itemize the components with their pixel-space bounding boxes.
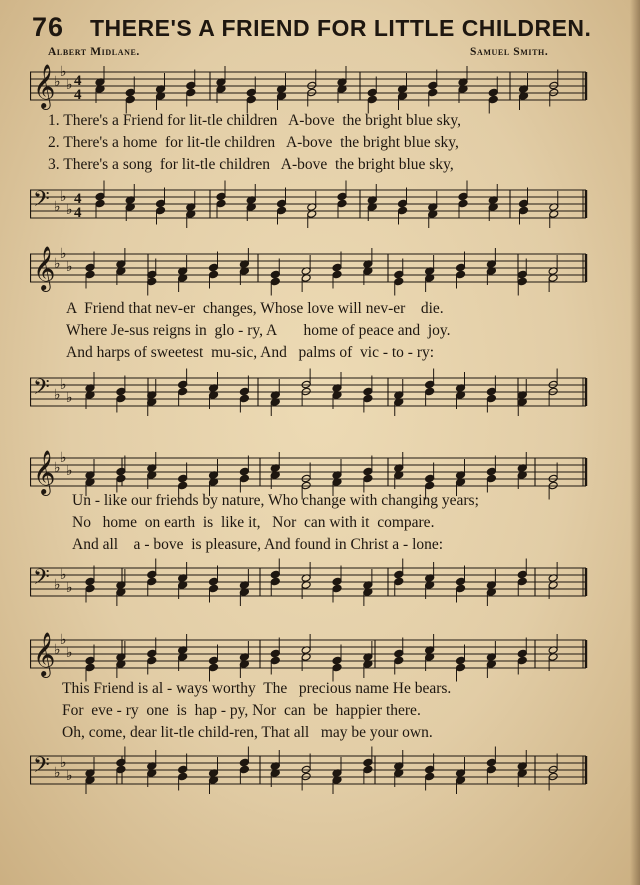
- key-flat: ♭: [66, 580, 73, 596]
- treble-clef: 𝄞: [33, 632, 56, 676]
- composer-credit: Samuel Smith.: [470, 46, 549, 58]
- note-head: [125, 88, 135, 97]
- note-head: [209, 656, 219, 665]
- note-head: [216, 199, 226, 208]
- note-head: [85, 270, 95, 279]
- key-flat: ♭: [66, 77, 73, 93]
- bass-clef: 𝄢: [33, 565, 50, 595]
- note-head: [209, 263, 219, 272]
- note-head: [363, 387, 373, 396]
- note-head: [456, 663, 466, 672]
- note-head: [517, 649, 527, 658]
- note-head: [425, 380, 435, 389]
- note-head: [458, 199, 468, 208]
- note-head: [147, 649, 157, 658]
- note-head: [147, 577, 157, 586]
- note-head: [517, 570, 527, 579]
- key-flat: ♭: [54, 199, 61, 215]
- note-head: [458, 192, 468, 201]
- page-spine-shadow: [630, 0, 640, 885]
- note-head: [209, 577, 219, 586]
- key-flat: ♭: [66, 645, 73, 661]
- note-head: [394, 649, 404, 658]
- bass-staff: [30, 368, 588, 420]
- note-head: [517, 270, 527, 279]
- note-head: [425, 474, 435, 483]
- note-head: [363, 765, 373, 774]
- note-head: [186, 88, 196, 97]
- note-head: [456, 263, 466, 272]
- note-head: [394, 277, 404, 286]
- note-head: [178, 765, 188, 774]
- time-signature-bottom: 4: [74, 87, 82, 103]
- treble-clef: 𝄞: [33, 64, 56, 108]
- note-head: [486, 394, 496, 403]
- note-head: [270, 270, 280, 279]
- note-head: [488, 88, 498, 97]
- note-head: [394, 577, 404, 586]
- lyric-verse-2: For eve - ry one is hap - py, Nor can be happier there.: [62, 702, 421, 719]
- note-head: [367, 95, 377, 104]
- key-flat: ♭: [66, 259, 73, 275]
- key-flat: ♭: [60, 246, 67, 262]
- note-head: [456, 577, 466, 586]
- note-head: [337, 199, 347, 208]
- note-head: [394, 656, 404, 665]
- note-head: [456, 584, 466, 593]
- key-flat: ♭: [54, 642, 61, 658]
- note-head: [428, 81, 438, 90]
- key-flat: ♭: [60, 377, 67, 393]
- key-flat: ♭: [60, 450, 67, 466]
- treble-staff: [30, 244, 588, 296]
- note-head: [209, 663, 219, 672]
- note-head: [178, 387, 188, 396]
- key-flat: ♭: [60, 632, 67, 648]
- treble-staff: [30, 62, 588, 114]
- lyric-verse-2: Where Je-sus reigns in glo - ry, A home of peace and joy.: [66, 322, 451, 339]
- note-head: [239, 758, 249, 767]
- note-head: [456, 656, 466, 665]
- note-head: [332, 577, 342, 586]
- bass-staff: [30, 558, 588, 610]
- note-head: [398, 199, 408, 208]
- note-head: [337, 192, 347, 201]
- note-head: [246, 95, 256, 104]
- note-head: [156, 206, 166, 215]
- note-head: [332, 584, 342, 593]
- lyric-verse-3: 3. There's a song for lit-tle children A-bove the bright blue sky,: [48, 156, 454, 173]
- note-head: [147, 656, 157, 665]
- key-flat: ♭: [60, 64, 67, 80]
- note-head: [209, 270, 219, 279]
- key-flat: ♭: [66, 202, 73, 218]
- note-head: [156, 199, 166, 208]
- note-head: [394, 570, 404, 579]
- note-head: [486, 474, 496, 483]
- note-head: [147, 570, 157, 579]
- note-head: [178, 481, 188, 490]
- note-head: [116, 765, 126, 774]
- note-head: [216, 192, 226, 201]
- lyric-verse-3: Oh, come, dear lit-tle child-ren, That all may be your own.: [62, 724, 433, 741]
- note-head: [332, 270, 342, 279]
- note-head: [116, 394, 126, 403]
- time-signature-top: 4: [74, 191, 82, 207]
- note-head: [116, 387, 126, 396]
- lyric-verse-2: No home on earth is like it, Nor can with it compare.: [72, 514, 435, 531]
- note-head: [95, 199, 105, 208]
- note-head: [178, 772, 188, 781]
- note-head: [332, 263, 342, 272]
- note-head: [85, 584, 95, 593]
- treble-clef: 𝄞: [33, 246, 56, 290]
- note-head: [428, 88, 438, 97]
- note-head: [125, 95, 135, 104]
- note-head: [425, 481, 435, 490]
- note-head: [239, 467, 249, 476]
- key-flat: ♭: [60, 755, 67, 771]
- note-head: [517, 277, 527, 286]
- note-head: [116, 467, 126, 476]
- key-flat: ♭: [60, 189, 67, 205]
- note-head: [519, 206, 529, 215]
- key-flat: ♭: [54, 256, 61, 272]
- note-head: [239, 394, 249, 403]
- note-head: [425, 772, 435, 781]
- key-flat: ♭: [60, 567, 67, 583]
- note-head: [394, 270, 404, 279]
- note-head: [486, 467, 496, 476]
- treble-clef: 𝄞: [33, 450, 56, 494]
- note-head: [363, 394, 373, 403]
- note-head: [488, 95, 498, 104]
- note-head: [456, 270, 466, 279]
- note-head: [363, 467, 373, 476]
- note-head: [85, 263, 95, 272]
- lyric-verse-1: 1. There's a Friend for lit-tle children A-bove the bright blue sky,: [48, 112, 462, 129]
- note-head: [85, 656, 95, 665]
- hymn-title: THERE'S A FRIEND FOR LITTLE CHILDREN.: [90, 15, 592, 41]
- lyric-verse-1: Un - like our friends by nature, Who change with changing years;: [72, 492, 479, 509]
- key-flat: ♭: [54, 577, 61, 593]
- note-head: [85, 663, 95, 672]
- key-flat: ♭: [54, 765, 61, 781]
- hymn-header: [32, 8, 602, 42]
- note-head: [270, 577, 280, 586]
- note-head: [486, 765, 496, 774]
- key-flat: ♭: [54, 460, 61, 476]
- note-head: [363, 758, 373, 767]
- note-head: [85, 577, 95, 586]
- hymn-number: 76: [32, 12, 65, 42]
- key-flat: ♭: [66, 768, 73, 784]
- time-signature-top: 4: [74, 73, 82, 89]
- note-head: [270, 649, 280, 658]
- note-head: [277, 199, 287, 208]
- note-head: [486, 758, 496, 767]
- note-head: [239, 387, 249, 396]
- key-flat: ♭: [66, 390, 73, 406]
- note-head: [116, 758, 126, 767]
- note-head: [116, 474, 126, 483]
- lyric-verse-3: And harps of sweetest mu-sic, And palms of vic - to - ry:: [66, 344, 435, 361]
- note-head: [363, 474, 373, 483]
- note-head: [246, 88, 256, 97]
- key-flat: ♭: [66, 463, 73, 479]
- lyric-verse-3: And all a - bove is pleasure, And found in Christ a - lone:: [72, 536, 444, 553]
- bass-staff: [30, 180, 588, 232]
- note-head: [517, 656, 527, 665]
- bass-staff: [30, 746, 588, 798]
- note-head: [519, 199, 529, 208]
- bass-clef: 𝄢: [33, 753, 50, 783]
- note-head: [239, 474, 249, 483]
- lyric-verse-2: 2. There's a home for lit-tle children A-bove the bright blue sky,: [48, 134, 459, 151]
- note-head: [178, 380, 188, 389]
- key-flat: ♭: [54, 74, 61, 90]
- lyric-verse-1: This Friend is al - ways worthy The precious name He bears.: [62, 680, 452, 697]
- note-head: [186, 81, 196, 90]
- time-signature-bottom: 4: [74, 205, 82, 221]
- bass-clef: 𝄢: [33, 375, 50, 405]
- note-head: [367, 88, 377, 97]
- note-head: [332, 656, 342, 665]
- note-head: [270, 656, 280, 665]
- note-head: [486, 387, 496, 396]
- note-head: [332, 663, 342, 672]
- key-flat: ♭: [54, 387, 61, 403]
- bass-clef: 𝄢: [33, 187, 50, 217]
- note-head: [517, 577, 527, 586]
- note-head: [425, 387, 435, 396]
- note-head: [270, 570, 280, 579]
- treble-staff: [30, 630, 588, 682]
- lyric-verse-1: A Friend that nev-er changes, Whose love will nev-er die.: [66, 300, 444, 317]
- note-head: [239, 765, 249, 774]
- lyricist-credit: Albert Midlane.: [48, 46, 140, 58]
- note-head: [277, 206, 287, 215]
- note-head: [270, 277, 280, 286]
- note-head: [398, 206, 408, 215]
- note-head: [209, 584, 219, 593]
- note-head: [178, 474, 188, 483]
- note-head: [95, 192, 105, 201]
- note-head: [425, 765, 435, 774]
